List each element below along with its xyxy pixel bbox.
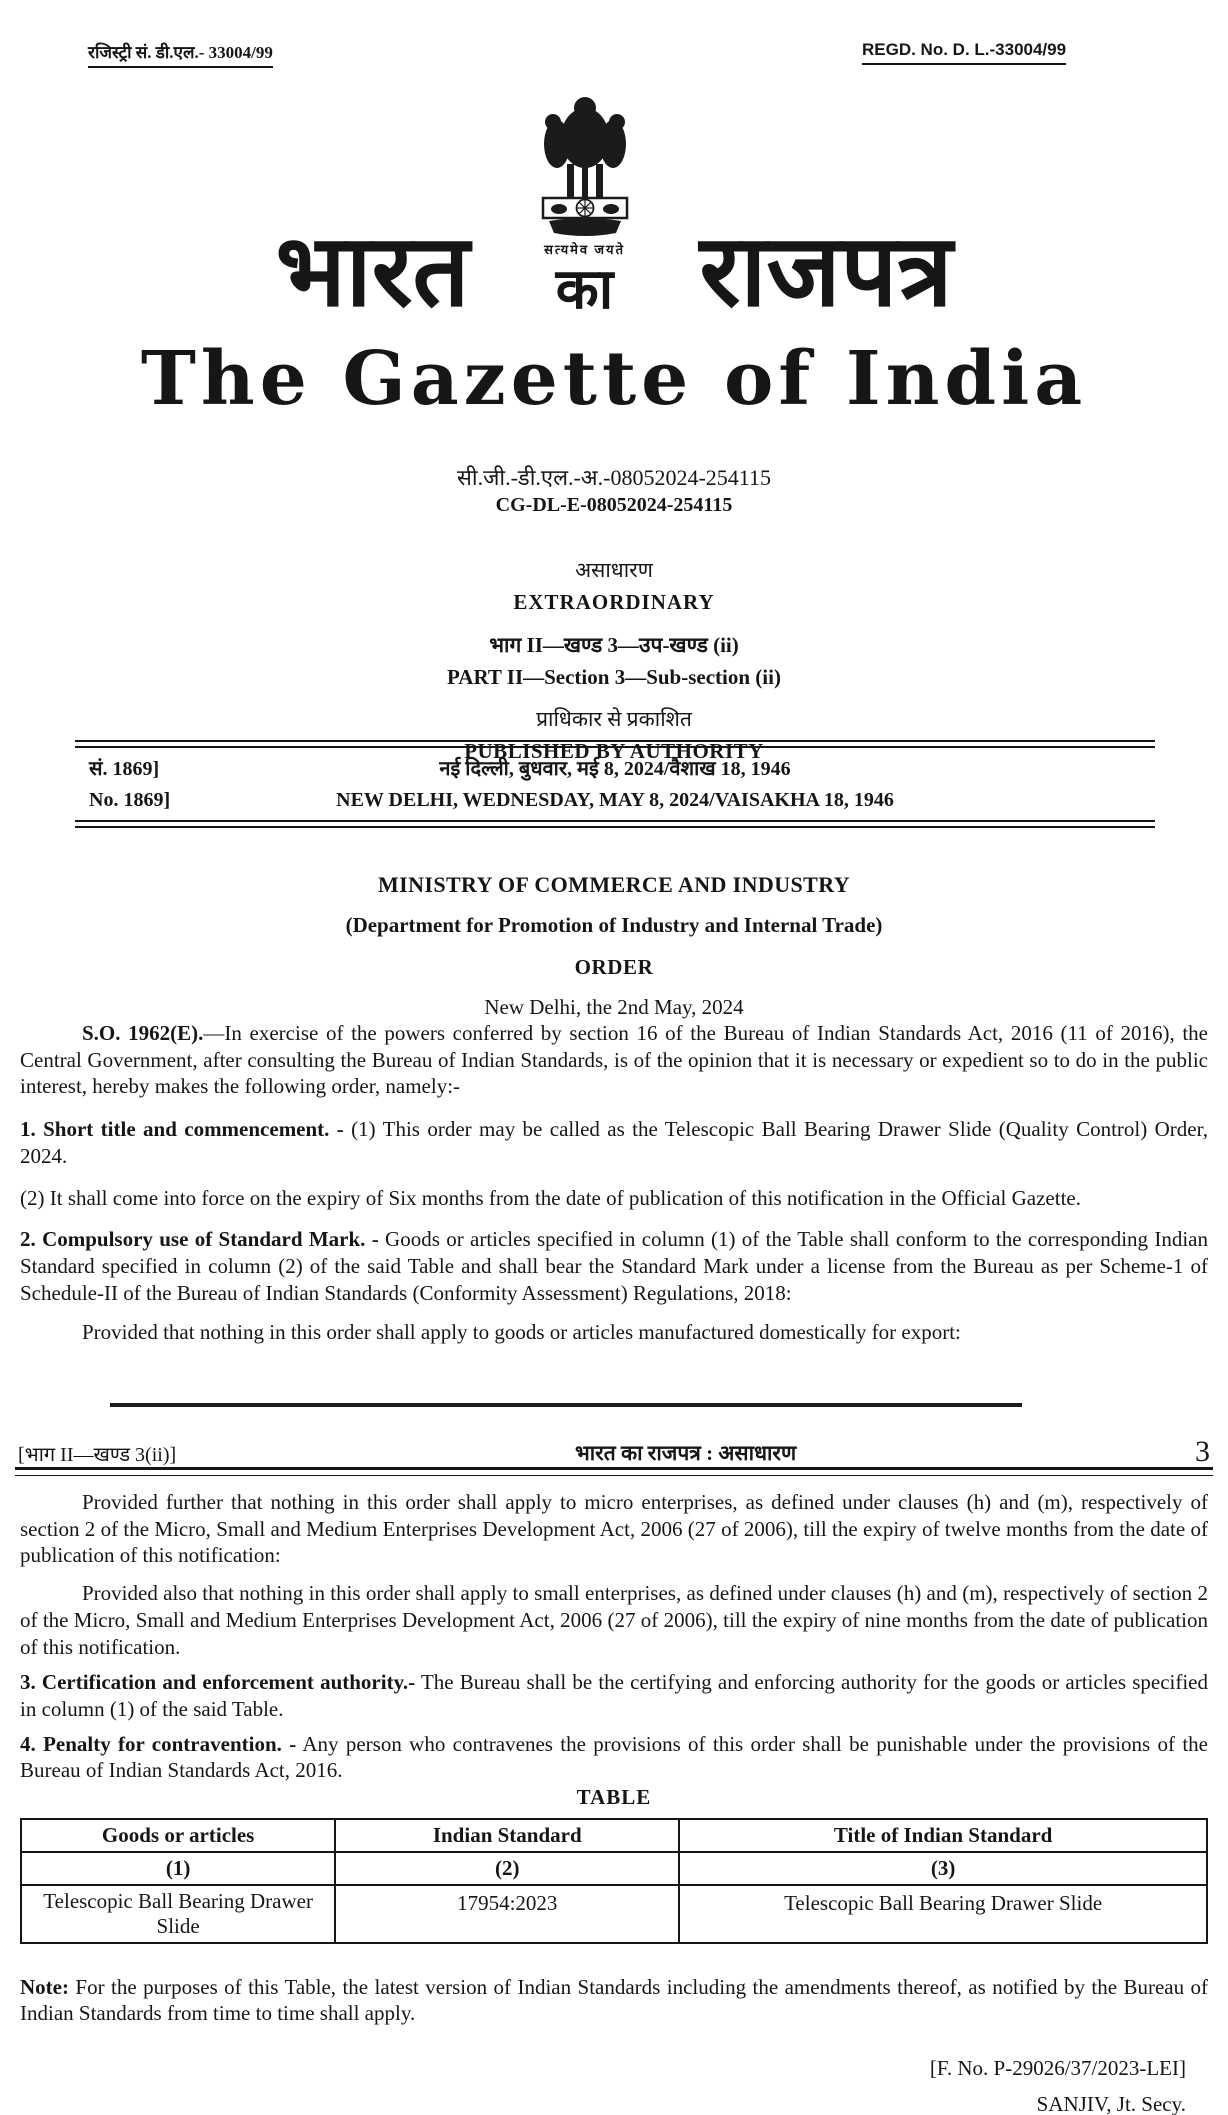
cg-number-hindi: सी.जी.-डी.एल.-अ.-08052024-254115 [457, 465, 771, 490]
para-proviso1: Provided that nothing in this order shall apply to goods or articles manufactured domestically for export: [82, 1320, 961, 1345]
issue-band [75, 750, 1155, 820]
place-date-line: New Delhi, the 2nd May, 2024 [484, 995, 744, 1019]
para-section2 [20, 1226, 1208, 1306]
para-section1-lead: 1. Short title and commencement. - [20, 1117, 344, 1142]
table-colnum-2: (2) [335, 1852, 679, 1885]
table-colnum-row [21, 1852, 1207, 1885]
table-colnum-3: (3) [679, 1852, 1207, 1885]
para-so-text: —In exercise of the powers conferred by section 16 of the Bureau of Indian Standards Act, 2016 (11 of 2016), the Central Government, after consulting the Bureau of Indian Standards, is of the opinion that it is necessary or expedient so to do in the public interest, hereby makes the following order, namely:- [20, 1021, 1208, 1099]
page3-page-number: 3 [1195, 1435, 1210, 1468]
page3-body [20, 1489, 1208, 2115]
top-double-rule [75, 740, 1155, 748]
table-header-title: Title of Indian Standard [679, 1819, 1207, 1852]
para-section4-text: Any person who contravenes the provisions of this order shall be punishable under the provisions of the Bureau of Indian Standards Act, 2016. [20, 1731, 1209, 1783]
para-section1-sub2: (2) It shall come into force on the expiry of Six months from the date of publication of this notification in the Official Gazette. [20, 1185, 1081, 1210]
page3-header-left: [भाग II—खण्ड 3(ii)] [18, 1444, 177, 1466]
part-line-hindi: भाग II—खण्ड 3—उप-खण्ड (ii) [489, 633, 739, 657]
page-break-line [110, 1403, 1022, 1407]
file-number-line: [F. No. P-29026/37/2023-LEI] [929, 2056, 1186, 2081]
page3-header-center: भारत का राजपत्र : असाधारण [574, 1441, 797, 1465]
para-section3-lead: 3. Certification and enforcement authority.- [20, 1670, 416, 1695]
para-section3-text: The Bureau shall be the certifying and enforcing authority for the goods or articles specified in column (1) of the said Table. [20, 1670, 1208, 1721]
table-header-standard: Indian Standard [335, 1819, 679, 1852]
order-label: ORDER [574, 955, 654, 979]
issue-date-hindi: नई दिल्ली, बुधवार, मई 8, 2024/वैशाख 18, 1946 [439, 758, 791, 780]
registry-number-hindi: रजिस्ट्री सं. डी.एल.- 33004/99 [88, 40, 273, 68]
extraordinary-hindi: असाधारण [575, 558, 653, 582]
emblem-motto: सत्यमेव जयते [544, 242, 626, 257]
issue-number-english: No. 1869] [89, 789, 171, 811]
para-proviso2: Provided further that nothing in this order shall apply to micro enterprises, as defined under clauses (h) and (m), respectively of section 2 of the Micro, Small and Medium Enterprises Development Act, 2006 (27 of 2006), till the expiry of twelve months from the date of publication of this notification: [20, 1490, 1208, 1568]
table-cell-title: Telescopic Ball Bearing Drawer Slide [679, 1885, 1207, 1943]
masthead-rajpatra: राजपत्र [699, 216, 953, 327]
para-section1 [20, 1116, 1208, 1169]
para-note-lead: Note: [20, 1974, 69, 1999]
issue-number-hindi: सं. 1869] [89, 758, 160, 780]
table-cell-standard: 17954:2023 [335, 1885, 679, 1943]
para-section2-lead: 2. Compulsory use of Standard Mark. - [20, 1227, 379, 1252]
issue-date-english: NEW DELHI, WEDNESDAY, MAY 8, 2024/VAISAKHA 18, 1946 [336, 789, 894, 811]
page3-running-header [18, 1437, 1210, 1467]
masthead-bharat: भारत [275, 216, 470, 327]
masthead-center [500, 92, 670, 321]
department-title: (Department for Promotion of Industry and Internal Trade) [345, 913, 883, 937]
para-section4 [20, 1731, 1208, 1784]
authority-line-hindi: प्राधिकार से प्रकाशित [536, 707, 692, 731]
masthead [0, 92, 1228, 327]
cg-number-english: CG-DL-E-08052024-254115 [495, 494, 733, 516]
para-so [20, 1020, 1208, 1100]
ashoka-emblem-icon [529, 92, 641, 238]
authority-line-english: PUBLISHED BY AUTHORITY [464, 739, 764, 763]
para-section3 [20, 1669, 1208, 1722]
table-header-goods: Goods or articles [21, 1819, 335, 1852]
order-body [20, 1020, 1208, 1346]
ministry-title: MINISTRY OF COMMERCE AND INDUSTRY [377, 872, 851, 897]
issue-row-english [75, 785, 1155, 820]
signatory-line: SANJIV, Jt. Secy. [1036, 2091, 1186, 2115]
cg-number-block [0, 462, 1228, 517]
gazette-title-english: The Gazette of India [140, 336, 1088, 422]
para-section2-text: Goods or articles specified in column (1) of the Table shall conform to the corresponding Indian Standard specified in column (2) of the said Table and shall bear the Standard Mark under a license from the Bureau as per Scheme-1 of Schedule-II of the Bureau of Indian Standards (Conformity Assessment) Regulations, 2018: [20, 1227, 1208, 1305]
para-note-text: For the purposes of this Table, the latest version of Indian Standards including the amendments thereof, as notified by the Bureau of Indian Standards from time to time shall apply. [20, 1974, 1208, 2026]
table-row [21, 1885, 1207, 1943]
table-colnum-1: (1) [21, 1852, 335, 1885]
para-section1-text: (1) This order may be called as the Telescopic Ball Bearing Drawer Slide (Quality Control) Order, 2024. [20, 1117, 1208, 1168]
para-section4-lead: 4. Penalty for contravention. - [20, 1731, 297, 1756]
masthead-ka: का [555, 259, 614, 321]
standards-table [20, 1818, 1208, 1944]
page3-header-rule [15, 1467, 1213, 1476]
para-so-lead: S.O. 1962(E). [82, 1021, 204, 1045]
edition-block [0, 556, 1228, 764]
extraordinary-english: EXTRAORDINARY [513, 590, 715, 614]
ministry-block [0, 872, 1228, 1020]
table-cell-goods: Telescopic Ball Bearing Drawer Slide [21, 1885, 335, 1943]
para-note [20, 1974, 1208, 2027]
issue-row-hindi [75, 750, 1155, 785]
part-line-english: PART II—Section 3—Sub-section (ii) [447, 665, 781, 689]
table-header-row [21, 1819, 1207, 1852]
table-title: TABLE [576, 1785, 652, 1810]
registry-number-english: REGD. No. D. L.-33004/99 [862, 40, 1066, 65]
para-proviso3: Provided also that nothing in this order shall apply to small enterprises, as defined under clauses (h) and (m), respectively of section 2 of the Micro, Small and Medium Enterprises Development Act, 2006 (27 of 2006), till the expiry of nine months from the date of publication of this notification. [20, 1581, 1208, 1659]
bottom-double-rule [75, 820, 1155, 828]
